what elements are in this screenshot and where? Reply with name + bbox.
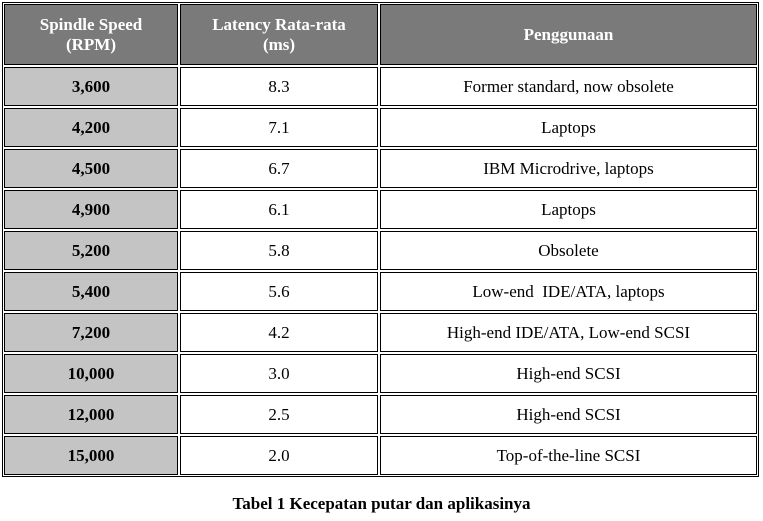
table-row bbox=[4, 190, 757, 229]
rpm-cell: 10,000 bbox=[4, 354, 178, 393]
latency-cell: 6.7 bbox=[180, 149, 378, 188]
table-caption: Tabel 1 Kecepatan putar dan aplikasinya bbox=[232, 494, 531, 513]
header-spindle-speed-line1: Spindle Speed bbox=[39, 14, 143, 34]
usage-cell: IBM Microdrive, laptops bbox=[380, 149, 757, 188]
spindle-speed-table bbox=[2, 2, 759, 477]
rpm-cell: 4,900 bbox=[4, 190, 178, 229]
table-row bbox=[4, 354, 757, 393]
table-row bbox=[4, 395, 757, 434]
table-header-row bbox=[4, 4, 757, 65]
rpm-cell: 15,000 bbox=[4, 436, 178, 475]
latency-cell: 2.5 bbox=[180, 395, 378, 434]
latency-cell: 8.3 bbox=[180, 67, 378, 106]
header-spindle-speed bbox=[4, 4, 178, 65]
rpm-cell: 3,600 bbox=[4, 67, 178, 106]
table-row bbox=[4, 108, 757, 147]
rpm-cell: 5,200 bbox=[4, 231, 178, 270]
usage-cell: Obsolete bbox=[380, 231, 757, 270]
latency-cell: 7.1 bbox=[180, 108, 378, 147]
usage-cell: High-end IDE/ATA, Low-end SCSI bbox=[380, 313, 757, 352]
latency-cell: 2.0 bbox=[180, 436, 378, 475]
rpm-cell: 4,200 bbox=[4, 108, 178, 147]
usage-cell: Laptops bbox=[380, 190, 757, 229]
header-latency bbox=[180, 4, 378, 65]
usage-cell: Former standard, now obsolete bbox=[380, 67, 757, 106]
header-latency-line2: (ms) bbox=[262, 34, 296, 54]
table-row bbox=[4, 149, 757, 188]
latency-cell: 3.0 bbox=[180, 354, 378, 393]
table-row bbox=[4, 313, 757, 352]
header-latency-line1: Latency Rata-rata bbox=[212, 14, 346, 34]
usage-cell: Laptops bbox=[380, 108, 757, 147]
latency-cell: 5.8 bbox=[180, 231, 378, 270]
latency-cell: 5.6 bbox=[180, 272, 378, 311]
usage-cell: High-end SCSI bbox=[380, 395, 757, 434]
usage-cell: High-end SCSI bbox=[380, 354, 757, 393]
table-row bbox=[4, 272, 757, 311]
usage-cell: Low-end IDE/ATA, laptops bbox=[380, 272, 757, 311]
rpm-cell: 12,000 bbox=[4, 395, 178, 434]
rpm-cell: 7,200 bbox=[4, 313, 178, 352]
table-row bbox=[4, 67, 757, 106]
table-row bbox=[4, 436, 757, 475]
rpm-cell: 4,500 bbox=[4, 149, 178, 188]
latency-cell: 4.2 bbox=[180, 313, 378, 352]
table-row bbox=[4, 231, 757, 270]
header-usage bbox=[380, 4, 757, 65]
header-spindle-speed-line2: (RPM) bbox=[65, 34, 117, 54]
header-usage-line1: Penggunaan bbox=[523, 24, 614, 44]
latency-cell: 6.1 bbox=[180, 190, 378, 229]
rpm-cell: 5,400 bbox=[4, 272, 178, 311]
usage-cell: Top-of-the-line SCSI bbox=[380, 436, 757, 475]
